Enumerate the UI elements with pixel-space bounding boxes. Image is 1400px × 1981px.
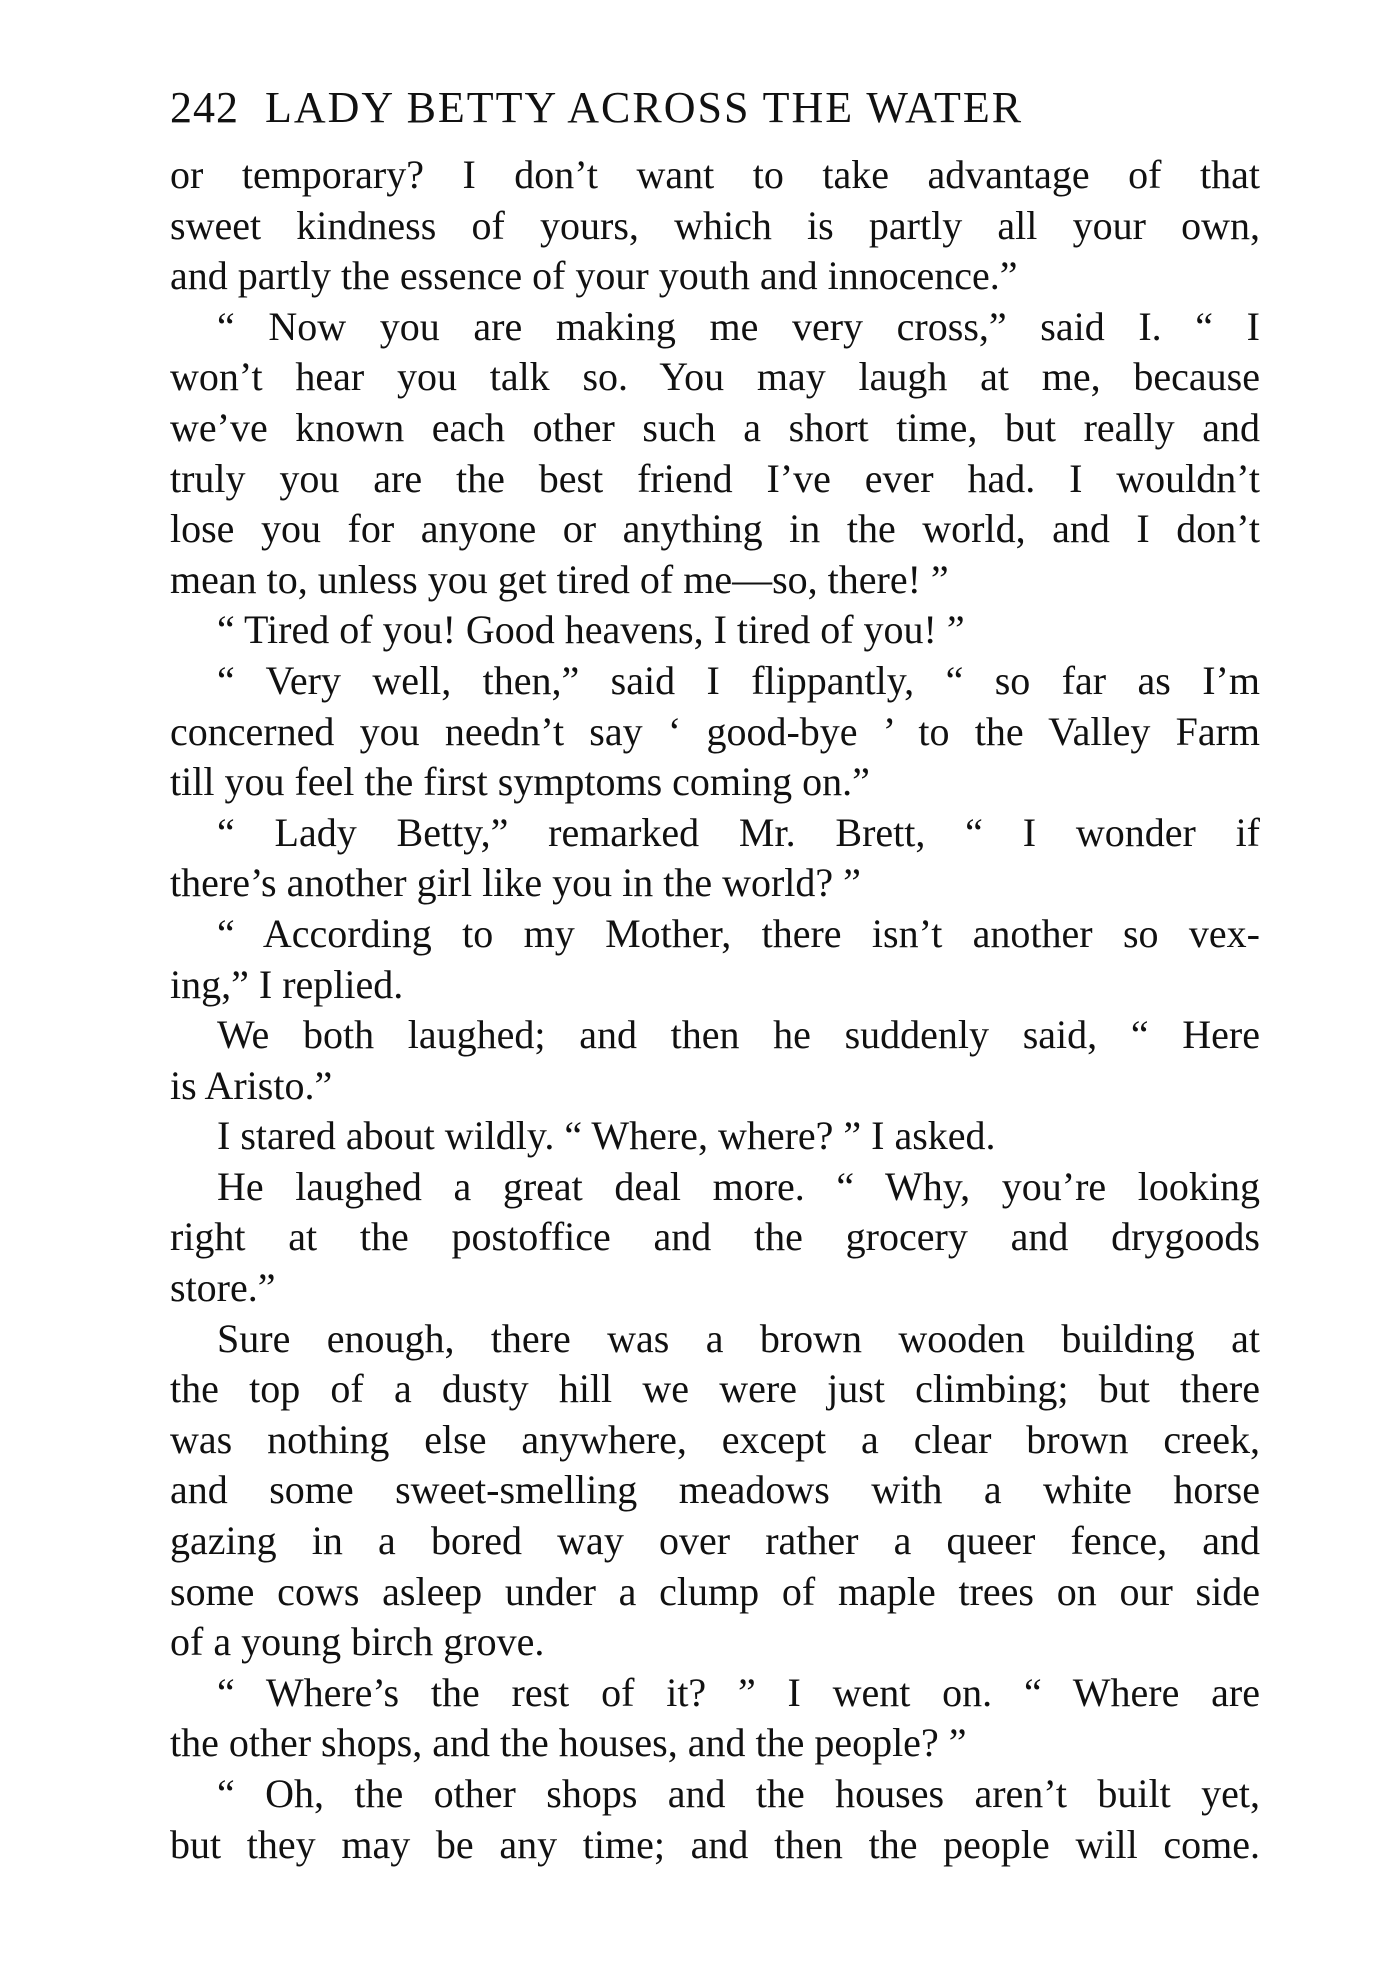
text-line: and some sweet-smelling meadows with a white horse xyxy=(170,1467,1260,1513)
text-line: the other shops, and the houses, and the people? ” xyxy=(170,1720,967,1766)
text-line: truly you are the best friend I’ve ever had. I wouldn’t xyxy=(170,455,1260,501)
body-text xyxy=(170,150,1260,1870)
text-line: or temporary? I don’t want to take advantage of that xyxy=(170,152,1260,197)
text-line: mean to, unless you get tired of me—so, there! ” xyxy=(170,556,949,602)
text-line: is Aristo.” xyxy=(170,1062,333,1108)
text-line: and partly the essence of your youth and innocence.” xyxy=(170,253,1018,299)
page-number: 242 xyxy=(170,83,239,132)
text-line: “ Tired of you! Good heavens, I tired of you! ” xyxy=(217,607,965,653)
text-line: I stared about wildly. “ Where, where? ” I asked. xyxy=(217,1113,996,1159)
text-line: We both laughed; and then he suddenly said, “ Here xyxy=(217,1012,1260,1058)
running-head xyxy=(170,78,1260,138)
text-line: there’s another girl like you in the world? ” xyxy=(170,860,861,906)
text-line: Sure enough, there was a brown wooden building at xyxy=(217,1315,1260,1361)
text-line: “ According to my Mother, there isn’t another so vex- xyxy=(217,910,1260,956)
text-line: store.” xyxy=(170,1265,276,1311)
text-line: till you feel the first symptoms coming on.” xyxy=(170,759,870,805)
text-line: lose you for anyone or anything in the world, and I don’t xyxy=(170,506,1260,552)
text-line: concerned you needn’t say ‘ good-bye ’ to the Valley Farm xyxy=(170,708,1260,754)
text-line: won’t hear you talk so. You may laugh at me, because xyxy=(170,354,1260,400)
text-line: we’ve known each other such a short time, but really and xyxy=(170,404,1260,450)
text-line: “ Oh, the other shops and the houses aren’t built yet, xyxy=(217,1771,1260,1816)
text-line: He laughed a great deal more. “ Why, you’re looking xyxy=(217,1163,1260,1209)
text-line: ing,” I replied. xyxy=(170,961,404,1007)
running-title: LADY BETTY ACROSS THE WATER xyxy=(265,83,1024,132)
text-line: the top of a dusty hill we were just climbing; but there xyxy=(170,1366,1260,1412)
text-line: was nothing else anywhere, except a clear brown creek, xyxy=(170,1416,1260,1462)
text-line: right at the postoffice and the grocery and drygoods xyxy=(170,1214,1260,1260)
text-line: “ Very well, then,” said I flippantly, “ so far as I’m xyxy=(217,657,1260,703)
text-line: but they may be any time; and then the people will come. xyxy=(170,1821,1260,1867)
text-line: gazing in a bored way over rather a queer fence, and xyxy=(170,1518,1260,1564)
text-line: some cows asleep under a clump of maple trees on our side xyxy=(170,1568,1260,1614)
text-line: sweet kindness of yours, which is partly all your own, xyxy=(170,202,1260,248)
text-line: “ Where’s the rest of it? ” I went on. “ Where are xyxy=(217,1669,1260,1715)
text-line: of a young birch grove. xyxy=(170,1619,545,1665)
text-line: “ Lady Betty,” remarked Mr. Brett, “ I wonder if xyxy=(217,809,1260,855)
text-line: “ Now you are making me very cross,” said I. “ I xyxy=(217,303,1260,349)
